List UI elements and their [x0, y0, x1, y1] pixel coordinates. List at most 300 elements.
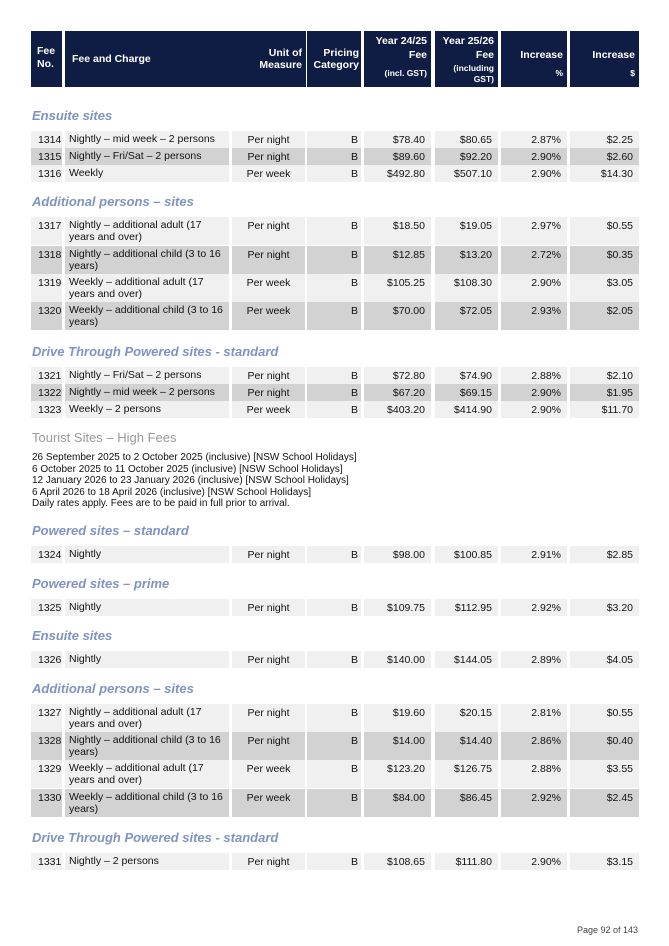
cell-desc — [65, 274, 229, 302]
cell-no — [31, 401, 62, 418]
cell-fee2425 — [364, 217, 431, 245]
cell-desc-text: Nightly – mid week – 2 persons — [69, 386, 215, 398]
cell-desc — [65, 131, 229, 148]
cell-pct — [501, 732, 567, 760]
cell-fee2425-text: $403.20 — [387, 404, 425, 416]
cell-cat-text: B — [350, 134, 358, 146]
cell-fee2425 — [364, 546, 431, 563]
cell-fee2526-text: $414.90 — [454, 404, 492, 416]
cell-pct — [501, 217, 567, 245]
cell-unit — [232, 401, 305, 418]
header-year-2425-line1: Year 24/25 — [375, 35, 427, 47]
note-line: 26 September 2025 to 2 October 2025 (inclusive) [NSW School Holidays] — [32, 452, 357, 463]
cell-desc-text: Weekly – additional child (3 to 16 years) — [69, 304, 223, 328]
cell-unit — [232, 704, 305, 732]
section-title: Additional persons – sites — [32, 194, 194, 209]
cell-unit — [232, 302, 305, 330]
table-row — [31, 367, 639, 384]
cell-fee2425 — [364, 760, 431, 788]
cell-unit — [232, 789, 305, 817]
cell-no — [31, 367, 62, 384]
cell-unit-text: Per night — [247, 549, 290, 561]
cell-inc-text: $3.55 — [606, 763, 633, 775]
cell-no-text: 1319 — [38, 277, 62, 289]
cell-inc — [570, 651, 639, 668]
section-title: Powered sites – prime — [32, 576, 170, 591]
cell-pct — [501, 302, 567, 330]
cell-desc-text: Weekly – additional adult (17 years and over) — [69, 276, 204, 300]
cell-cat — [307, 853, 361, 870]
cell-desc — [65, 148, 229, 165]
header-unit-line1: Unit of — [268, 47, 302, 59]
cell-pct — [501, 274, 567, 302]
cell-cat — [307, 732, 361, 760]
header-increase-dollar-line2: $ — [630, 68, 635, 78]
cell-no-text: 1314 — [38, 134, 62, 146]
cell-unit-text: Per night — [247, 134, 290, 146]
table-row — [31, 651, 639, 668]
cell-cat — [307, 546, 361, 563]
cell-inc-text: $3.20 — [606, 602, 633, 614]
cell-pct — [501, 165, 567, 182]
cell-pct — [501, 131, 567, 148]
cell-pct — [501, 651, 567, 668]
cell-no-text: 1326 — [38, 654, 62, 666]
table-row — [31, 704, 639, 732]
cell-cat-text: B — [350, 602, 358, 614]
cell-fee2425-text: $109.75 — [387, 602, 425, 614]
cell-no — [31, 546, 62, 563]
cell-fee2526-text: $92.20 — [459, 151, 492, 163]
cell-inc — [570, 546, 639, 563]
cell-inc — [570, 148, 639, 165]
header-year-2526-line2: Fee — [475, 49, 494, 61]
cell-unit — [232, 246, 305, 274]
table-row — [31, 148, 639, 165]
cell-no — [31, 246, 62, 274]
cell-inc — [570, 853, 639, 870]
cell-cat — [307, 384, 361, 401]
table-row — [31, 546, 639, 563]
cell-inc-text: $14.30 — [600, 168, 633, 180]
cell-no-text: 1317 — [38, 220, 62, 232]
cell-fee2526 — [435, 131, 498, 148]
cell-fee2425-text: $105.25 — [387, 277, 425, 289]
section-title: Drive Through Powered sites - standard — [32, 344, 279, 359]
cell-no-text: 1321 — [38, 370, 62, 382]
cell-pct — [501, 246, 567, 274]
cell-no — [31, 732, 62, 760]
note-line: Daily rates apply. Fees are to be paid in full prior to arrival. — [32, 498, 290, 510]
cell-cat — [307, 760, 361, 788]
cell-no — [31, 274, 62, 302]
cell-desc — [65, 546, 229, 563]
cell-cat-text: B — [350, 220, 358, 232]
section-title: Tourist Sites – High Fees — [32, 430, 177, 445]
cell-fee2425-text: $89.60 — [392, 151, 425, 163]
cell-inc-text: $2.10 — [606, 370, 633, 382]
cell-unit — [232, 148, 305, 165]
header-fee-no — [31, 31, 62, 87]
cell-desc — [65, 165, 229, 182]
header-increase-pct — [501, 31, 567, 87]
cell-inc — [570, 274, 639, 302]
cell-cat — [307, 165, 361, 182]
cell-unit-text: Per week — [246, 792, 291, 804]
cell-fee2526-text: $80.65 — [459, 134, 492, 146]
cell-fee2526-text: $100.85 — [454, 549, 492, 561]
cell-fee2526-text: $20.15 — [459, 707, 492, 719]
cell-no — [31, 148, 62, 165]
cell-pct-text: 2.90% — [531, 404, 561, 416]
cell-cat — [307, 651, 361, 668]
header-year-2526-line4: GST) — [473, 74, 494, 84]
cell-pct-text: 2.90% — [531, 151, 561, 163]
table-row — [31, 384, 639, 401]
cell-no-text: 1318 — [38, 249, 62, 261]
cell-cat — [307, 599, 361, 616]
cell-no — [31, 651, 62, 668]
cell-cat — [307, 217, 361, 245]
cell-desc-text: Nightly – mid week – 2 persons — [69, 133, 215, 145]
cell-inc-text: $0.55 — [606, 707, 633, 719]
cell-inc — [570, 384, 639, 401]
cell-pct-text: 2.89% — [531, 654, 561, 666]
cell-cat — [307, 401, 361, 418]
cell-desc-text: Nightly – additional adult (17 years and over) — [69, 219, 202, 243]
cell-no-text: 1327 — [38, 707, 62, 719]
cell-no-text: 1324 — [38, 549, 62, 561]
cell-fee2526-text: $144.05 — [454, 654, 492, 666]
cell-fee2425-text: $14.00 — [392, 735, 425, 747]
cell-desc — [65, 401, 229, 418]
cell-fee2425 — [364, 165, 431, 182]
cell-fee2425-text: $67.20 — [392, 387, 425, 399]
cell-pct-text: 2.88% — [531, 370, 561, 382]
cell-cat-text: B — [350, 387, 358, 399]
header-pricing-line1: Pricing — [323, 47, 359, 59]
cell-fee2425 — [364, 274, 431, 302]
cell-pct-text: 2.81% — [531, 707, 561, 719]
cell-cat-text: B — [350, 549, 358, 561]
cell-fee2425 — [364, 401, 431, 418]
cell-inc — [570, 401, 639, 418]
table-row — [31, 760, 639, 788]
cell-inc-text: $3.05 — [606, 277, 633, 289]
cell-inc — [570, 760, 639, 788]
table-row — [31, 789, 639, 817]
header-fee-and-charge — [65, 31, 255, 87]
cell-fee2526 — [435, 217, 498, 245]
cell-inc — [570, 165, 639, 182]
cell-pct-text: 2.86% — [531, 735, 561, 747]
cell-no — [31, 165, 62, 182]
cell-desc — [65, 760, 229, 788]
cell-cat — [307, 704, 361, 732]
cell-inc — [570, 217, 639, 245]
cell-unit — [232, 217, 305, 245]
cell-pct-text: 2.91% — [531, 549, 561, 561]
high-fee-notes — [32, 452, 357, 510]
cell-pct — [501, 546, 567, 563]
cell-fee2526-text: $74.90 — [459, 370, 492, 382]
cell-fee2425-text: $123.20 — [387, 763, 425, 775]
cell-fee2526 — [435, 704, 498, 732]
cell-fee2425-text: $84.00 — [392, 792, 425, 804]
cell-pct — [501, 704, 567, 732]
cell-inc — [570, 789, 639, 817]
cell-fee2526-text: $86.45 — [459, 792, 492, 804]
cell-fee2526 — [435, 367, 498, 384]
cell-pct-text: 2.90% — [531, 168, 561, 180]
cell-desc — [65, 789, 229, 817]
cell-fee2425-text: $108.65 — [387, 856, 425, 868]
cell-no — [31, 131, 62, 148]
cell-fee2526 — [435, 401, 498, 418]
cell-fee2425 — [364, 599, 431, 616]
cell-fee2526-text: $72.05 — [459, 305, 492, 317]
table-row — [31, 274, 639, 302]
cell-desc-text: Nightly — [69, 548, 102, 560]
header-pricing-line2: Category — [313, 59, 359, 71]
section-title: Powered sites – standard — [32, 523, 189, 538]
cell-fee2425-text: $140.00 — [387, 654, 425, 666]
cell-pct-text: 2.90% — [531, 856, 561, 868]
cell-pct — [501, 401, 567, 418]
cell-pct — [501, 599, 567, 616]
cell-fee2526-text: $126.75 — [454, 763, 492, 775]
cell-fee2526 — [435, 599, 498, 616]
cell-unit — [232, 274, 305, 302]
cell-fee2425 — [364, 651, 431, 668]
cell-desc-text: Weekly — [69, 167, 104, 179]
cell-fee2425-text: $18.50 — [392, 220, 425, 232]
cell-desc-text: Weekly – 2 persons — [69, 403, 162, 415]
cell-desc — [65, 651, 229, 668]
cell-fee2425 — [364, 789, 431, 817]
cell-fee2425-text: $72.80 — [392, 370, 425, 382]
cell-desc — [65, 367, 229, 384]
cell-desc-text: Weekly – additional child (3 to 16 years) — [69, 791, 223, 815]
cell-fee2526-text: $13.20 — [459, 249, 492, 261]
table-row — [31, 599, 639, 616]
header-increase-dollar — [570, 31, 639, 87]
cell-fee2425 — [364, 704, 431, 732]
cell-cat-text: B — [350, 707, 358, 719]
cell-inc-text: $4.05 — [606, 654, 633, 666]
cell-unit — [232, 732, 305, 760]
cell-no-text: 1325 — [38, 602, 62, 614]
cell-cat — [307, 148, 361, 165]
cell-fee2425 — [364, 384, 431, 401]
cell-cat-text: B — [350, 168, 358, 180]
cell-no-text: 1316 — [38, 168, 62, 180]
table-row — [31, 165, 639, 182]
cell-cat — [307, 302, 361, 330]
cell-unit — [232, 760, 305, 788]
header-unit-line2: Measure — [259, 59, 302, 71]
cell-unit-text: Per night — [247, 654, 290, 666]
cell-unit-text: Per night — [247, 249, 290, 261]
cell-cat-text: B — [350, 305, 358, 317]
cell-unit — [232, 546, 305, 563]
note-line: 12 January 2026 to 23 January 2026 (inclusive) [NSW School Holidays] — [32, 475, 349, 487]
cell-fee2425-text: $12.85 — [392, 249, 425, 261]
cell-unit-text: Per night — [247, 735, 290, 747]
cell-no — [31, 789, 62, 817]
cell-no — [31, 384, 62, 401]
cell-unit-text: Per night — [247, 151, 290, 163]
cell-cat-text: B — [350, 735, 358, 747]
cell-cat-text: B — [350, 151, 358, 163]
cell-cat-text: B — [350, 249, 358, 261]
cell-fee2526-text: $507.10 — [454, 168, 492, 180]
cell-inc-text: $2.45 — [606, 792, 633, 804]
cell-inc-text: $2.85 — [606, 549, 633, 561]
cell-unit — [232, 599, 305, 616]
cell-fee2526 — [435, 789, 498, 817]
cell-fee2425 — [364, 853, 431, 870]
cell-fee2526 — [435, 302, 498, 330]
section-title: Ensuite sites — [32, 108, 113, 123]
header-year-2425-line3: (incl. GST) — [384, 68, 427, 78]
header-increase-pct-line2: % — [555, 68, 563, 78]
cell-desc — [65, 384, 229, 401]
cell-desc-text: Nightly – additional child (3 to 16 years) — [69, 248, 221, 272]
cell-fee2526-text: $14.40 — [459, 735, 492, 747]
cell-fee2425 — [364, 148, 431, 165]
cell-inc-text: $11.70 — [601, 404, 633, 416]
table-row — [31, 302, 639, 330]
cell-fee2526 — [435, 546, 498, 563]
cell-fee2425 — [364, 246, 431, 274]
cell-no-text: 1315 — [38, 151, 62, 163]
cell-no-text: 1323 — [38, 404, 62, 416]
cell-desc-text: Nightly – 2 persons — [69, 855, 159, 867]
cell-inc — [570, 704, 639, 732]
cell-fee2526 — [435, 246, 498, 274]
cell-unit — [232, 384, 305, 401]
cell-unit — [232, 853, 305, 870]
cell-no-text: 1320 — [38, 305, 62, 317]
cell-inc-text: $2.60 — [606, 151, 633, 163]
section-title: Additional persons – sites — [32, 681, 194, 696]
header-fee-and-charge-label: Fee and Charge — [72, 53, 151, 65]
cell-cat — [307, 789, 361, 817]
cell-desc-text: Nightly – Fri/Sat – 2 persons — [69, 369, 202, 381]
cell-fee2526-text: $111.80 — [455, 856, 492, 868]
cell-inc-text: $1.95 — [606, 387, 633, 399]
cell-unit-text: Per night — [247, 707, 290, 719]
cell-inc — [570, 246, 639, 274]
cell-desc-text: Nightly – Fri/Sat – 2 persons — [69, 150, 202, 162]
table-row — [31, 246, 639, 274]
cell-inc — [570, 131, 639, 148]
cell-pct-text: 2.92% — [531, 602, 561, 614]
cell-pct — [501, 384, 567, 401]
note-line: 6 October 2025 to 11 October 2025 (inclusive) [NSW School Holidays] — [32, 463, 343, 475]
cell-inc — [570, 599, 639, 616]
note-line: 6 April 2026 to 18 April 2026 (inclusive) [NSW School Holidays] — [32, 486, 312, 498]
cell-unit-text: Per night — [247, 220, 290, 232]
cell-pct-text: 2.87% — [531, 134, 561, 146]
cell-desc — [65, 853, 229, 870]
cell-unit-text: Per night — [247, 602, 290, 614]
cell-pct — [501, 789, 567, 817]
cell-fee2425-text: $70.00 — [392, 305, 425, 317]
cell-unit-text: Per week — [246, 305, 291, 317]
cell-no-text: 1331 — [38, 856, 62, 868]
cell-unit-text: Per night — [247, 856, 290, 868]
cell-cat-text: B — [350, 763, 358, 775]
cell-unit — [232, 367, 305, 384]
cell-no — [31, 853, 62, 870]
cell-fee2425-text: $98.00 — [392, 549, 425, 561]
cell-inc-text: $2.25 — [606, 134, 633, 146]
cell-pct-text: 2.93% — [531, 305, 561, 317]
cell-unit — [232, 131, 305, 148]
cell-unit-text: Per night — [247, 387, 290, 399]
cell-fee2425-text: $19.60 — [392, 707, 425, 719]
cell-cat — [307, 131, 361, 148]
cell-fee2526-text: $69.15 — [459, 387, 492, 399]
table-header — [31, 31, 639, 87]
cell-desc — [65, 704, 229, 732]
cell-cat-text: B — [350, 404, 358, 416]
cell-no-text: 1329 — [38, 763, 62, 775]
page-number: Page 92 of 143 — [576, 925, 638, 935]
cell-cat-text: B — [350, 654, 358, 666]
header-year-2425-line2: Fee — [408, 49, 427, 61]
cell-inc-text: $2.05 — [606, 305, 633, 317]
cell-desc — [65, 246, 229, 274]
cell-unit — [232, 651, 305, 668]
cell-desc — [65, 302, 229, 330]
header-year-2425 — [364, 31, 431, 87]
cell-pct-text: 2.88% — [531, 763, 561, 775]
cell-no — [31, 599, 62, 616]
cell-desc-text: Weekly – additional adult (17 years and over) — [69, 762, 204, 786]
cell-pct — [501, 760, 567, 788]
cell-pct-text: 2.90% — [531, 387, 561, 399]
cell-unit-text: Per night — [247, 370, 290, 382]
header-increase-pct-line1: Increase — [520, 49, 563, 61]
cell-fee2425-text: $492.80 — [387, 168, 425, 180]
cell-inc-text: $0.55 — [606, 220, 633, 232]
cell-cat-text: B — [350, 370, 358, 382]
cell-unit — [232, 165, 305, 182]
cell-fee2526 — [435, 274, 498, 302]
cell-cat — [307, 246, 361, 274]
cell-unit-text: Per week — [246, 763, 291, 775]
cell-inc-text: $3.15 — [606, 856, 633, 868]
cell-unit-text: Per week — [246, 404, 291, 416]
cell-fee2526 — [435, 148, 498, 165]
cell-fee2526 — [435, 384, 498, 401]
cell-fee2526-text: $108.30 — [454, 277, 492, 289]
cell-no — [31, 760, 62, 788]
cell-pct-text: 2.97% — [531, 220, 561, 232]
cell-fee2425 — [364, 732, 431, 760]
cell-desc — [65, 599, 229, 616]
cell-desc-text: Nightly — [69, 653, 102, 665]
header-year-2526-line1: Year 25/26 — [442, 35, 494, 47]
section-title: Ensuite sites — [32, 628, 113, 643]
cell-pct-text: 2.72% — [531, 249, 561, 261]
cell-inc — [570, 302, 639, 330]
cell-inc-text: $0.40 — [606, 735, 633, 747]
header-unit — [232, 31, 306, 87]
